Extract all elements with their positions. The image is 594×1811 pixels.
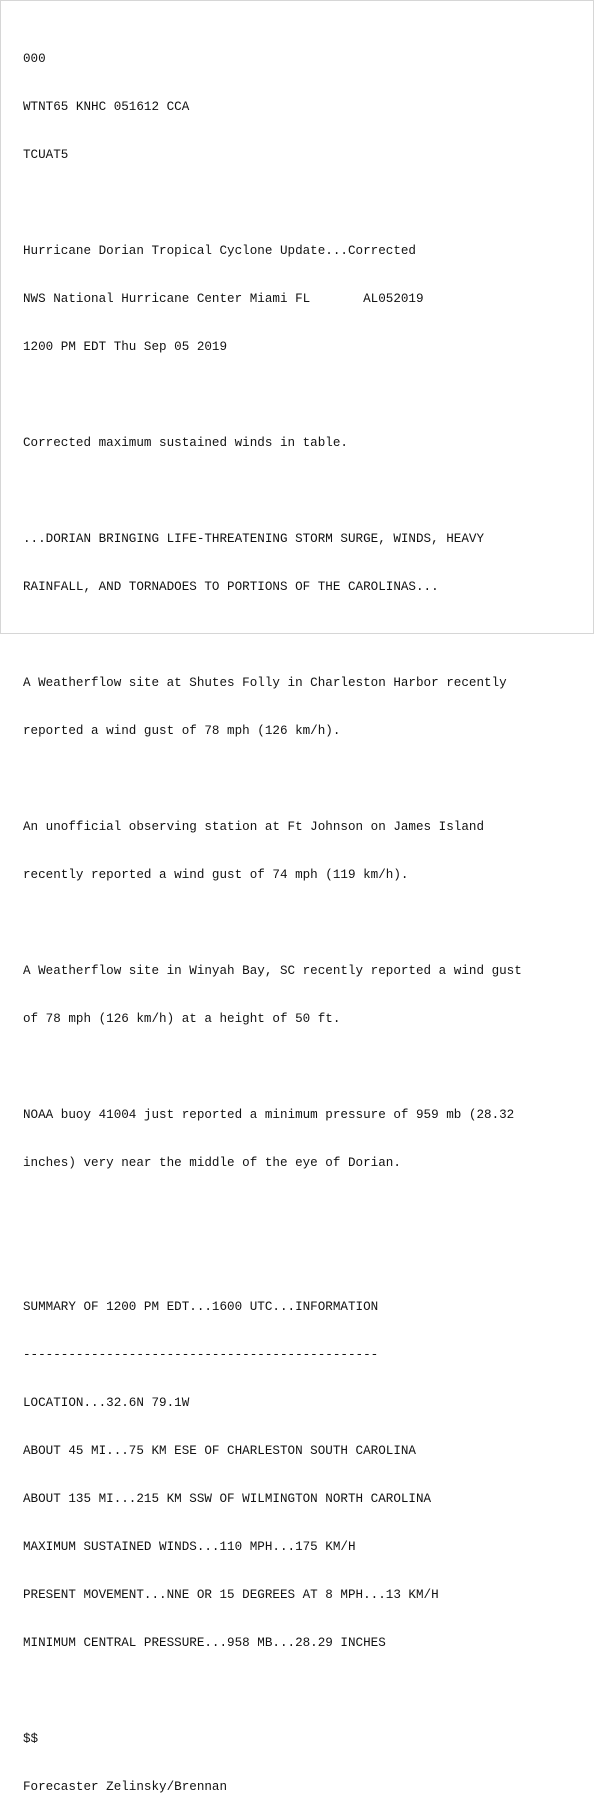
text-line: inches) very near the middle of the eye of Dorian. (23, 1156, 401, 1170)
text-line: TCUAT5 (23, 148, 69, 162)
text-line: A Weatherflow site at Shutes Folly in Charleston Harbor recently (23, 676, 507, 690)
text-line: SUMMARY OF 1200 PM EDT...1600 UTC...INFORMATION (23, 1300, 379, 1314)
text-line (23, 1203, 593, 1219)
text-line: MINIMUM CENTRAL PRESSURE...958 MB...28.29 INCHES (23, 1636, 386, 1650)
text-line: of 78 mph (126 km/h) at a height of 50 ft. (23, 1012, 341, 1026)
text-line (23, 1251, 593, 1267)
text-line: 1200 PM EDT Thu Sep 05 2019 (23, 340, 228, 354)
text-line: NWS National Hurricane Center Miami FL AL052019 (23, 292, 424, 306)
text-line (23, 483, 593, 499)
text-line: ----------------------------------------------- (23, 1348, 379, 1362)
text-line: Hurricane Dorian Tropical Cyclone Update...Corrected (23, 244, 416, 258)
text-line (23, 771, 593, 787)
text-line (23, 627, 593, 643)
text-line (23, 195, 593, 211)
text-line: ABOUT 45 MI...75 KM ESE OF CHARLESTON SOUTH CAROLINA (23, 1444, 416, 1458)
text-line: PRESENT MOVEMENT...NNE OR 15 DEGREES AT 8 MPH...13 KM/H (23, 1588, 439, 1602)
advisory-text-body (1, 1, 593, 1811)
text-line: MAXIMUM SUSTAINED WINDS...110 MPH...175 KM/H (23, 1540, 356, 1554)
text-line: recently reported a wind gust of 74 mph (119 km/h). (23, 868, 409, 882)
text-line (23, 915, 593, 931)
text-line: ...DORIAN BRINGING LIFE-THREATENING STORM SURGE, WINDS, HEAVY (23, 532, 485, 546)
text-line: RAINFALL, AND TORNADOES TO PORTIONS OF THE CAROLINAS... (23, 580, 439, 594)
text-line (23, 1683, 593, 1699)
text-line: NOAA buoy 41004 just reported a minimum pressure of 959 mb (28.32 (23, 1108, 515, 1122)
text-line: reported a wind gust of 78 mph (126 km/h). (23, 724, 341, 738)
text-line (23, 387, 593, 403)
text-line: An unofficial observing station at Ft Johnson on James Island (23, 820, 485, 834)
text-line: A Weatherflow site in Winyah Bay, SC recently reported a wind gust (23, 964, 522, 978)
text-line: 000 (23, 52, 46, 66)
text-line: Corrected maximum sustained winds in table. (23, 436, 348, 450)
text-line: LOCATION...32.6N 79.1W (23, 1396, 190, 1410)
text-line (23, 1059, 593, 1075)
text-line: $$ (23, 1732, 39, 1746)
text-line: Forecaster Zelinsky/Brennan (23, 1780, 228, 1794)
text-line: WTNT65 KNHC 051612 CCA (23, 100, 190, 114)
text-line: ABOUT 135 MI...215 KM SSW OF WILMINGTON NORTH CAROLINA (23, 1492, 432, 1506)
